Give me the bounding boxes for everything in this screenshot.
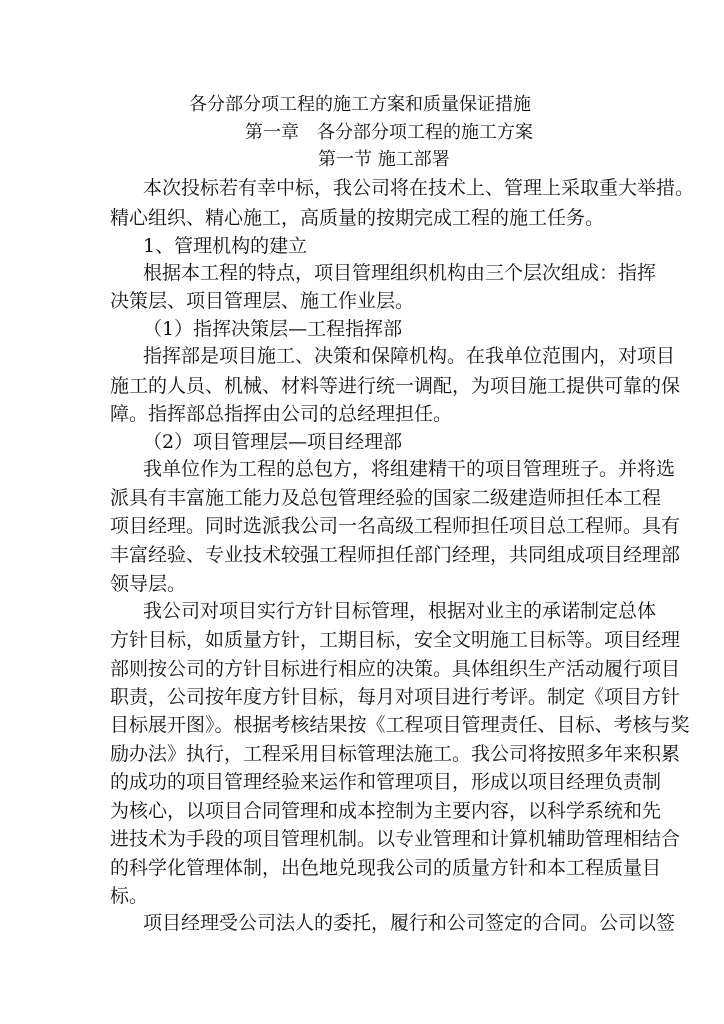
section-heading: 第一节 施工部署: [318, 149, 450, 170]
paragraph-line: 标。: [110, 885, 149, 907]
paragraph-line: 进技术为手段的项目管理机制。以专业管理和计算机辅助管理相结合: [110, 828, 681, 850]
paragraph-line: 根据本工程的特点，项目管理组织机构由三个层次组成：指挥: [143, 262, 657, 284]
paragraph-line: 派具有丰富施工能力及总包管理经验的国家二级建造师担任本工程: [110, 487, 662, 509]
paragraph-line: 本次投标若有幸中标，我公司将在技术上、管理上采取重大举措。: [143, 177, 695, 199]
paragraph-line: 部则按公司的方针目标进行相应的决策。具体组织生产活动履行项目: [110, 658, 681, 680]
paragraph-line: 励办法》执行，工程采用目标管理法施工。我公司将按照多年来积累: [110, 743, 681, 765]
subheading: （1）指挥决策层—工程指挥部: [143, 318, 403, 340]
paragraph-line: 指挥部是项目施工、决策和保障机构。在我单位范围内，对项目: [143, 345, 676, 367]
paragraph-line: 领导层。: [110, 573, 187, 595]
paragraph-line: 方针目标，如质量方针，工期目标，安全文明施工目标等。项目经理: [110, 629, 681, 651]
paragraph-line: 项目经理受公司法人的委托，履行和公司签定的合同。公司以签: [143, 912, 676, 934]
chapter-heading: 第一章 各分部分项工程的施工方案: [245, 122, 533, 143]
subheading: （2）项目管理层—项目经理部: [143, 431, 403, 453]
paragraph-line: 目标展开图》。根据考核结果按《工程项目管理责任、目标、考核与奖: [110, 714, 690, 736]
paragraph-line: 丰富经验、专业技术较强工程师担任部门经理，共同组成项目经理部: [110, 544, 681, 566]
subheading: 1、管理机构的建立: [143, 235, 308, 257]
paragraph-line: 的科学化管理体制，出色地兑现我公司的质量方针和本工程质量目: [110, 857, 662, 879]
paragraph-line: 项目经理。同时选派我公司一名高级工程师担任项目总工程师。具有: [110, 515, 681, 537]
paragraph-line: 决策层、项目管理层、施工作业层。: [110, 290, 415, 312]
paragraph-line: 职责，公司按年度方针目标，每月对项目进行考评。制定《项目方针: [110, 686, 681, 708]
document-title: 各分部分项工程的施工方案和质量保证措施: [189, 94, 531, 115]
paragraph-line: 我单位作为工程的总包方，将组建精干的项目管理班子。并将选: [143, 458, 676, 480]
paragraph-line: 的成功的项目管理经验来运作和管理项目，形成以项目经理负责制: [110, 771, 662, 793]
paragraph-line: 为核心，以项目合同管理和成本控制为主要内容，以科学系统和先: [110, 800, 662, 822]
paragraph-line: 我公司对项目实行方针目标管理，根据对业主的承诺制定总体: [143, 600, 657, 622]
paragraph-line: 精心组织、精心施工，高质量的按期完成工程的施工任务。: [110, 207, 605, 229]
paragraph-line: 施工的人员、机械、材料等进行统一调配，为项目施工提供可靠的保: [110, 375, 681, 397]
paragraph-line: 障。指挥部总指挥由公司的总经理担任。: [110, 403, 453, 425]
